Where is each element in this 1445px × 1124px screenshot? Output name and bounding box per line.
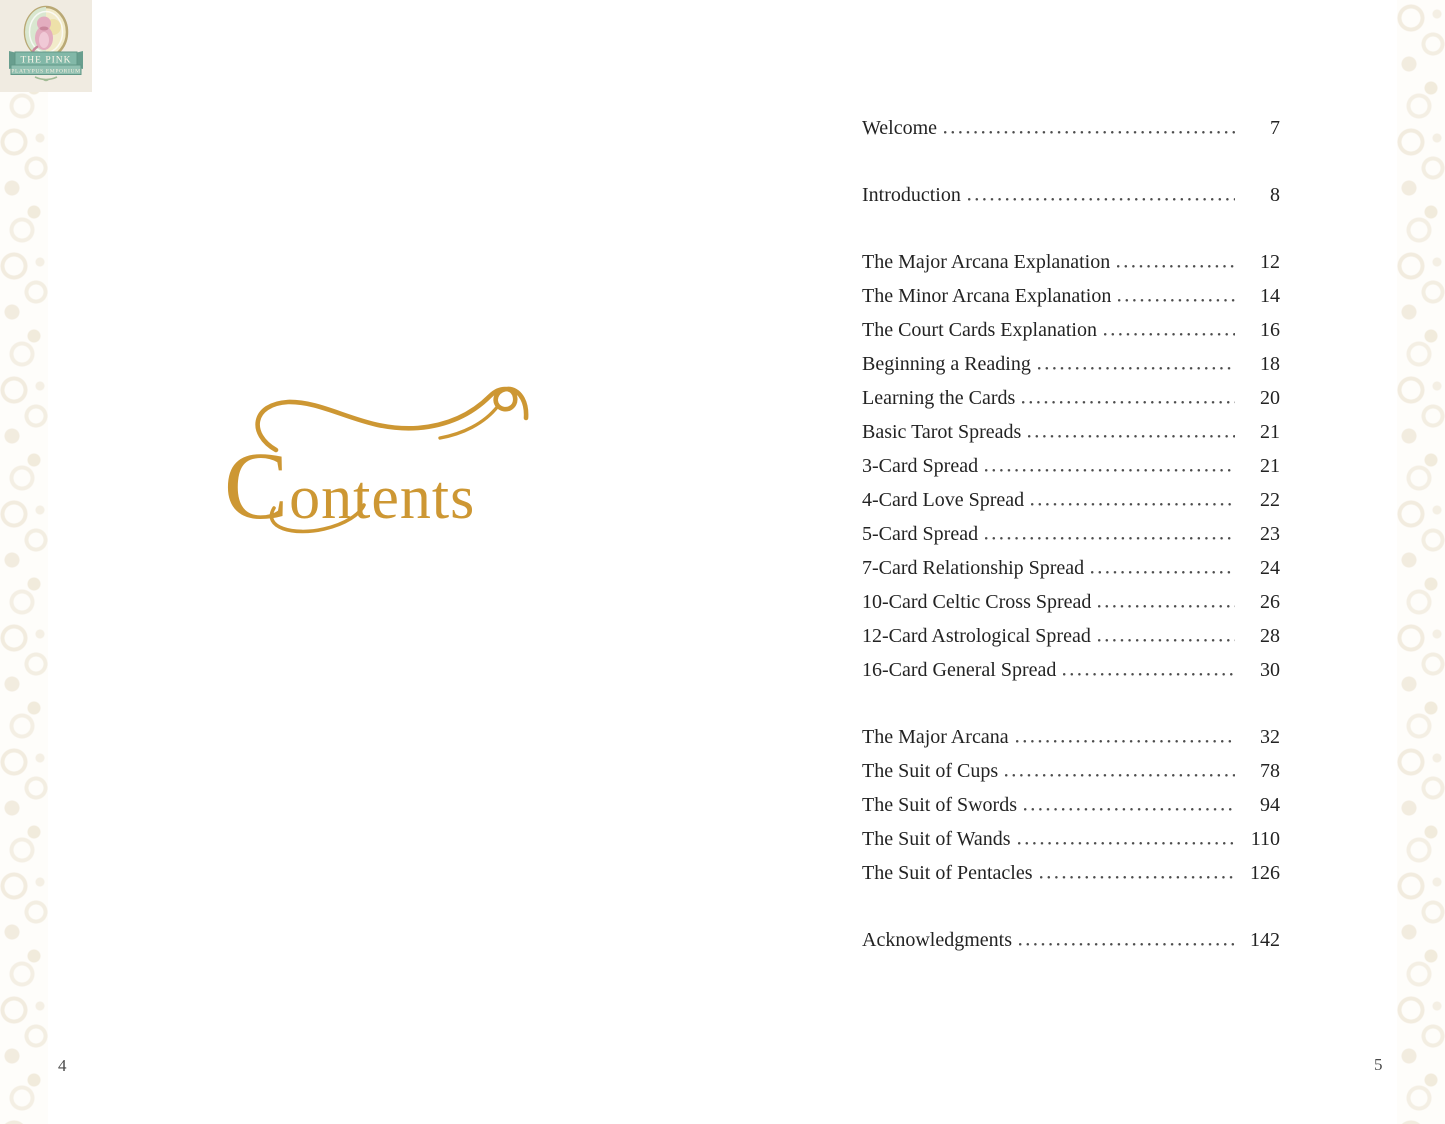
platypus-emporium-logo-icon — [7, 5, 85, 83]
toc-entry — [862, 173, 1280, 207]
table-of-contents — [862, 106, 1280, 985]
toc-entry-label: The Major Arcana — [862, 726, 1009, 748]
toc-entry-label: 3-Card Spread — [862, 455, 979, 477]
left-page-number: 4 — [58, 1056, 67, 1075]
toc-dot-leader — [985, 537, 1235, 540]
toc-entry-label: 16-Card General Spread — [862, 659, 1057, 681]
toc-dot-leader — [1063, 673, 1235, 676]
toc-entry — [862, 410, 1280, 444]
toc-entry-label: The Suit of Cups — [862, 760, 999, 782]
toc-group-acknowledgments — [862, 918, 1280, 952]
toc-entry-label: Basic Tarot Spreads — [862, 421, 1022, 443]
toc-entry — [862, 580, 1280, 614]
toc-entry-label: The Major Arcana Explanation — [862, 251, 1111, 273]
toc-group-welcome — [862, 106, 1280, 140]
toc-entry-page: 8 — [1270, 184, 1280, 206]
toc-dot-leader — [985, 469, 1235, 472]
toc-entry-label: The Suit of Wands — [862, 828, 1011, 850]
toc-entry — [862, 444, 1280, 478]
toc-dot-leader — [1016, 740, 1235, 743]
toc-dot-leader — [1098, 605, 1235, 608]
toc-dot-leader — [1019, 943, 1235, 946]
logo-line2: PLATYPUS EMPORIUM — [11, 68, 81, 75]
toc-dot-leader — [1038, 367, 1235, 370]
toc-dot-leader — [1117, 265, 1235, 268]
toc-entry — [862, 106, 1280, 140]
toc-entry — [862, 274, 1280, 308]
toc-entry — [862, 817, 1280, 851]
toc-entry-page: 14 — [1260, 285, 1280, 307]
toc-entry-page: 26 — [1260, 591, 1280, 613]
toc-entry — [862, 614, 1280, 648]
toc-entry — [862, 512, 1280, 546]
toc-entry-label: 10-Card Celtic Cross Spread — [862, 591, 1092, 613]
toc-entry-page: 20 — [1260, 387, 1280, 409]
left-edge-damask-pattern — [0, 0, 48, 1124]
toc-dot-leader — [1018, 842, 1235, 845]
toc-entry-page: 18 — [1260, 353, 1280, 375]
toc-entry-label: The Court Cards Explanation — [862, 319, 1097, 341]
logo-line1: THE PINK — [20, 55, 72, 66]
toc-entry — [862, 546, 1280, 580]
toc-entry — [862, 783, 1280, 817]
toc-entry-label: 7-Card Relationship Spread — [862, 557, 1085, 579]
toc-entry-page: 12 — [1260, 251, 1280, 273]
toc-entry-page: 22 — [1260, 489, 1280, 511]
toc-entry-label: Learning the Cards — [862, 387, 1016, 409]
right-page-number: 5 — [1374, 1055, 1383, 1074]
toc-dot-leader — [1104, 333, 1235, 336]
toc-dot-leader — [968, 198, 1235, 201]
toc-entry-label: 12-Card Astrological Spread — [862, 625, 1091, 647]
toc-entry-label: The Suit of Swords — [862, 794, 1017, 816]
contents-title-block — [222, 378, 534, 540]
toc-entry-page: 30 — [1260, 659, 1280, 681]
toc-entry-page: 7 — [1270, 117, 1280, 139]
page-title-rest: ontents — [289, 463, 476, 532]
toc-entry-page: 21 — [1260, 421, 1280, 443]
page-title-initial: C — [224, 431, 290, 539]
toc-dot-leader — [1022, 401, 1235, 404]
toc-entry-page: 32 — [1260, 726, 1280, 748]
toc-entry — [862, 648, 1280, 682]
toc-entry-label: 5-Card Spread — [862, 523, 979, 545]
toc-entry — [862, 342, 1280, 376]
toc-dot-leader — [1028, 435, 1235, 438]
toc-entry — [862, 749, 1280, 783]
toc-entry-page: 78 — [1260, 760, 1280, 782]
toc-dot-leader — [1040, 876, 1235, 879]
right-edge-damask-pattern — [1397, 0, 1445, 1124]
toc-entry — [862, 308, 1280, 342]
toc-entry-label: The Suit of Pentacles — [862, 862, 1033, 884]
toc-entry — [862, 715, 1280, 749]
toc-dot-leader — [944, 131, 1235, 134]
toc-entry-page: 16 — [1260, 319, 1280, 341]
toc-entry — [862, 240, 1280, 274]
publisher-logo — [0, 0, 92, 92]
toc-entry-page: 21 — [1260, 455, 1280, 477]
toc-entry-page: 24 — [1260, 557, 1280, 579]
toc-entry — [862, 918, 1280, 952]
toc-group-suits — [862, 715, 1280, 885]
toc-entry-label: Welcome — [862, 117, 938, 139]
toc-entry-label: The Minor Arcana Explanation — [862, 285, 1112, 307]
toc-entry-page: 110 — [1250, 828, 1280, 850]
toc-entry-page: 23 — [1260, 523, 1280, 545]
toc-entry-page: 28 — [1260, 625, 1280, 647]
toc-dot-leader — [1098, 639, 1235, 642]
toc-entry-page: 126 — [1250, 862, 1280, 884]
toc-entry-label: Beginning a Reading — [862, 353, 1031, 375]
toc-entry-label: Acknowledgments — [862, 929, 1012, 951]
toc-group-explanations-and-spreads — [862, 240, 1280, 682]
toc-dot-leader — [1024, 808, 1235, 811]
toc-group-introduction — [862, 173, 1280, 207]
toc-entry — [862, 376, 1280, 410]
toc-dot-leader — [1118, 299, 1235, 302]
toc-dot-leader — [1005, 774, 1235, 777]
toc-entry-label: 4-Card Love Spread — [862, 489, 1025, 511]
page-title — [224, 431, 476, 539]
toc-entry — [862, 478, 1280, 512]
toc-dot-leader — [1091, 571, 1235, 574]
toc-dot-leader — [1031, 503, 1235, 506]
toc-entry-label: Introduction — [862, 184, 961, 206]
toc-entry — [862, 851, 1280, 885]
toc-entry-page: 94 — [1260, 794, 1280, 816]
toc-entry-page: 142 — [1250, 929, 1280, 951]
